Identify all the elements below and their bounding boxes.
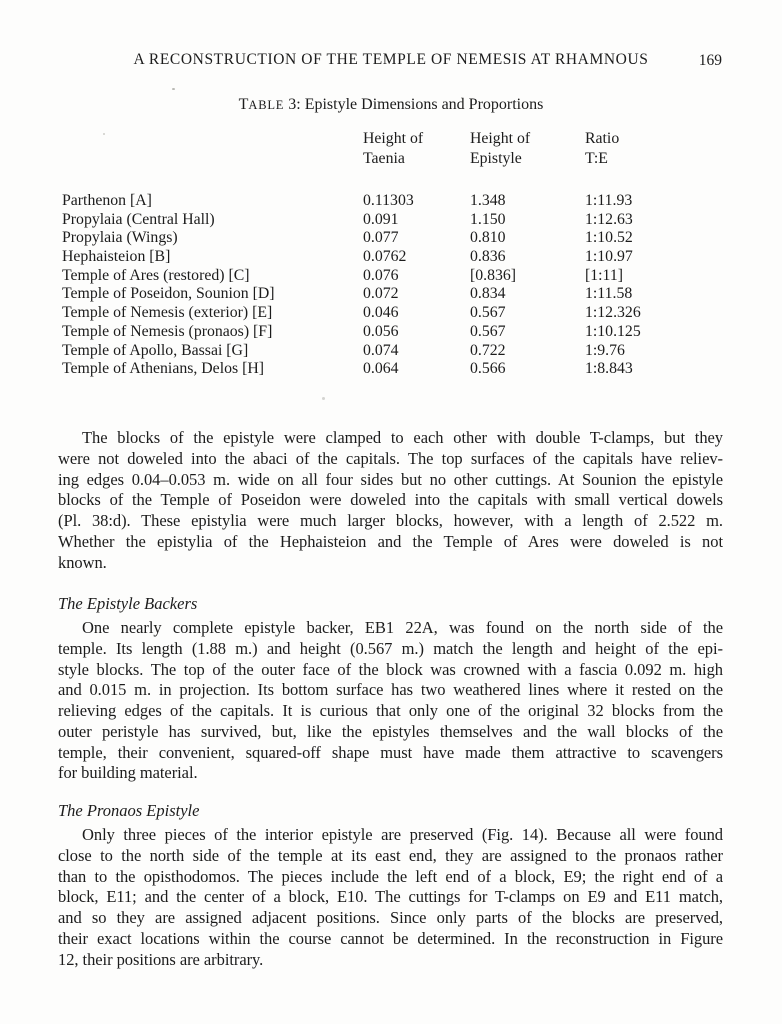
paragraph-epistyle-blocks bbox=[58, 428, 723, 573]
text-line: temple, their convenient, squared-off shape must have made them attractive to scavengers bbox=[58, 742, 723, 762]
table-row bbox=[62, 323, 742, 342]
column-header-taenia-line2: Taenia bbox=[363, 150, 405, 167]
row-label: Temple of Apollo, Bassai [G] bbox=[62, 341, 249, 359]
ratio-value: 1:9.76 bbox=[585, 341, 625, 359]
row-label: Hephaisteion [B] bbox=[62, 248, 171, 266]
column-header-ratio-line2: T:E bbox=[585, 150, 608, 167]
table-caption-initial: T bbox=[238, 96, 249, 113]
taenia-value: 0.046 bbox=[363, 304, 399, 322]
ratio-value: 1:10.52 bbox=[585, 229, 633, 247]
column-header-taenia-line1: Height of bbox=[363, 130, 424, 147]
row-label: Temple of Athenians, Delos [H] bbox=[62, 360, 265, 378]
section-heading-epistyle-backers: The Epistyle Backers bbox=[58, 594, 198, 613]
page-number: 169 bbox=[698, 52, 722, 69]
text-line: Only three pieces of the interior epistyle are preserved (Fig. 14). Because all were found bbox=[82, 825, 723, 844]
table-caption bbox=[0, 96, 782, 114]
text-line: for building material. bbox=[58, 763, 198, 783]
running-head-title: A RECONSTRUCTION OF THE TEMPLE OF NEMESIS AT RHAMNOUS bbox=[133, 51, 649, 68]
taenia-value: 0.0762 bbox=[363, 248, 407, 266]
scan-speck bbox=[172, 88, 175, 90]
text-line: close to the north side of the temple at its east end, they are assigned to the pronaos rather bbox=[58, 845, 723, 865]
text-line: than to the opisthodomos. The pieces include the left end of a block, E9; the right end of a bbox=[58, 866, 723, 886]
table-row bbox=[62, 211, 742, 230]
table-row bbox=[62, 360, 742, 379]
scan-speck bbox=[322, 397, 325, 400]
column-header-epistyle-line1: Height of bbox=[470, 130, 531, 147]
column-header-epistyle-line2: Epistyle bbox=[470, 150, 522, 167]
table-row bbox=[62, 304, 742, 323]
text-line: were not doweled into the abaci of the capitals. The top surfaces of the capitals have reliev- bbox=[58, 448, 723, 468]
text-line: 12, their positions are arbitrary. bbox=[58, 949, 264, 969]
table-caption-rest: 3: Epistyle Dimensions and Proportions bbox=[284, 96, 544, 113]
column-header-epistyle bbox=[470, 129, 530, 169]
row-label: Temple of Ares (restored) [C] bbox=[62, 266, 250, 284]
ratio-value: 1:10.125 bbox=[585, 322, 641, 340]
taenia-value: 0.074 bbox=[363, 341, 399, 359]
taenia-value: 0.064 bbox=[363, 360, 399, 378]
text-line: known. bbox=[58, 552, 107, 572]
row-label: Temple of Nemesis (pronaos) [F] bbox=[62, 322, 273, 340]
row-label: Temple of Nemesis (exterior) [E] bbox=[62, 304, 273, 322]
epistyle-table-body bbox=[62, 192, 742, 379]
table-row bbox=[62, 192, 742, 211]
column-header-ratio bbox=[585, 129, 619, 169]
epistyle-value: 0.836 bbox=[470, 248, 506, 266]
epistyle-value: 1.348 bbox=[470, 192, 506, 209]
scan-speck bbox=[103, 133, 105, 135]
text-line: their exact locations within the course cannot be determined. In the reconstruction in Figure bbox=[58, 928, 723, 948]
taenia-value: 0.076 bbox=[363, 266, 399, 284]
column-header-taenia bbox=[363, 129, 423, 169]
epistyle-value: 0.834 bbox=[470, 285, 506, 303]
text-line: ing edges 0.04–0.053 m. wide on all four sides but no other cuttings. At Sounion the epistyle bbox=[58, 469, 723, 489]
ratio-value: 1:8.843 bbox=[585, 360, 633, 378]
column-header-ratio-line1: Ratio bbox=[585, 130, 620, 147]
ratio-value: 1:12.326 bbox=[585, 304, 641, 322]
text-line: The blocks of the epistyle were clamped to each other with double T-clamps, but they bbox=[82, 428, 723, 447]
epistyle-value: 0.567 bbox=[470, 322, 506, 340]
text-line: and so they are assigned adjacent positions. Since only parts of the blocks are preserved, bbox=[58, 908, 723, 927]
table-caption-smallcaps: ABLE bbox=[248, 98, 285, 112]
ratio-value: 1:12.63 bbox=[585, 210, 633, 228]
text-line: outer peristyle has survived, but, like the epistyles themselves and the wall blocks of the bbox=[58, 721, 723, 741]
row-label: Propylaia (Wings) bbox=[62, 229, 178, 247]
text-line: Whether the epistylia of the Hephaisteion and the Temple of Ares were doweled is not bbox=[58, 531, 723, 551]
text-line: and 0.015 m. in projection. Its bottom surface has two weathered lines where it rested on the bbox=[58, 680, 723, 700]
table-row bbox=[62, 285, 742, 304]
text-line: blocks of the Temple of Poseidon were doweled into the capitals with small vertical dowels bbox=[58, 490, 723, 510]
epistyle-value: 0.810 bbox=[470, 229, 506, 247]
row-label: Temple of Poseidon, Sounion [D] bbox=[62, 285, 275, 303]
taenia-value: 0.077 bbox=[363, 229, 399, 247]
row-label: Parthenon [A] bbox=[62, 192, 152, 209]
text-line: style blocks. The top of the outer face of the block was crowned with a fascia 0.092 m. high bbox=[58, 659, 723, 679]
epistyle-value: 0.722 bbox=[470, 341, 506, 359]
text-line: relieving edges of the capitals. It is curious that only one of the original 32 blocks from the bbox=[58, 701, 723, 720]
text-line: (Pl. 38:d). These epistylia were much larger blocks, however, with a length of 2.522 m. bbox=[58, 511, 723, 530]
section-heading-pronaos-epistyle: The Pronaos Epistyle bbox=[58, 801, 200, 820]
row-label: Propylaia (Central Hall) bbox=[62, 210, 215, 228]
taenia-value: 0.11303 bbox=[363, 192, 414, 209]
ratio-value: [1:11] bbox=[585, 266, 624, 284]
paragraph-pronaos-epistyle bbox=[58, 825, 723, 970]
taenia-value: 0.056 bbox=[363, 322, 399, 340]
table-row bbox=[62, 342, 742, 361]
taenia-value: 0.091 bbox=[363, 210, 399, 228]
ratio-value: 1:11.58 bbox=[585, 285, 633, 303]
epistyle-value: 1.150 bbox=[470, 210, 506, 228]
taenia-value: 0.072 bbox=[363, 285, 399, 303]
table-row bbox=[62, 267, 742, 286]
table-row bbox=[62, 229, 742, 248]
epistyle-value: 0.567 bbox=[470, 304, 506, 322]
text-line: One nearly complete epistyle backer, EB1 22A, was found on the north side of the bbox=[82, 618, 723, 637]
ratio-value: 1:11.93 bbox=[585, 192, 633, 209]
epistyle-value: [0.836] bbox=[470, 266, 517, 284]
text-line: temple. Its length (1.88 m.) and height (0.567 m.) match the length and height of the epi- bbox=[58, 638, 723, 658]
table-row bbox=[62, 248, 742, 267]
text-line: block, E11; and the center of a block, E10. The cuttings for T-clamps on E9 and E11 match, bbox=[58, 887, 723, 907]
ratio-value: 1:10.97 bbox=[585, 248, 633, 266]
epistyle-value: 0.566 bbox=[470, 360, 506, 378]
paragraph-epistyle-backers bbox=[58, 618, 723, 784]
